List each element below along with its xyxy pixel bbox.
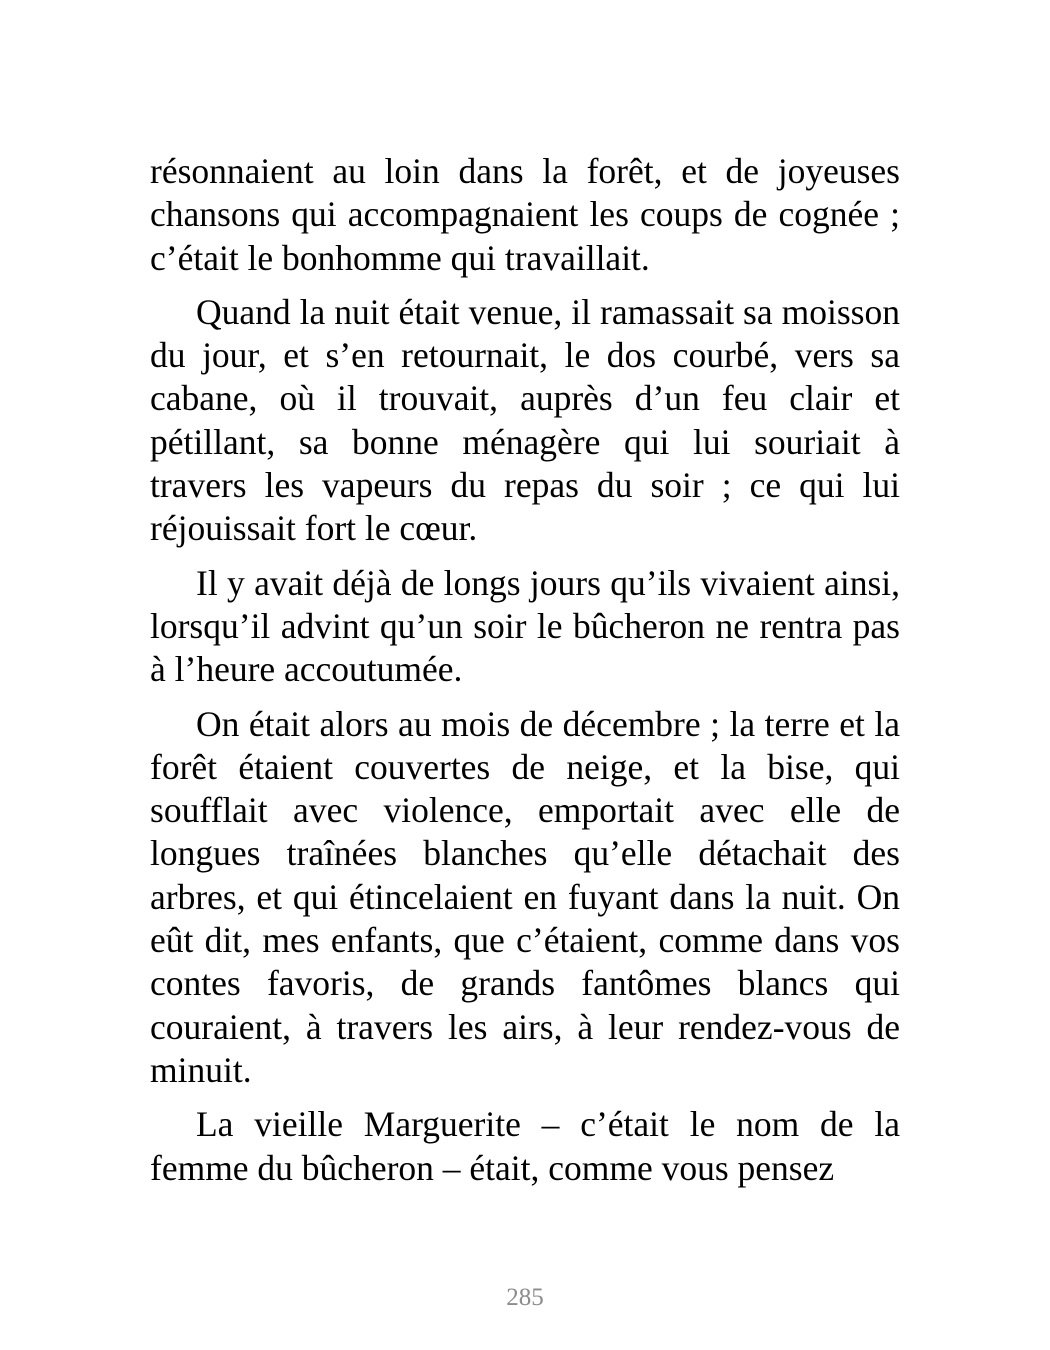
page-body [150, 150, 900, 1201]
paragraph: Il y avait déjà de longs jours qu’ils vivaient ainsi, lorsqu’il advint qu’un soir le bûcheron ne rentra pas à l’heure accoutumée. [150, 562, 900, 690]
paragraph-continuation: résonnaient au loin dans la forêt, et de joyeuses chansons qui accompagnaient les coups de cognée ; c’était le bonhomme qui travaillait. [150, 151, 900, 278]
paragraph: La vieille Marguerite – c’était le nom de la femme du bûcheron – était, comme vous pensez [150, 1104, 900, 1188]
paragraph: On était alors au mois de décembre ; la terre et la forêt étaient couvertes de neige, et la bise, qui soufflait avec violence, emportait avec elle de longues traînées blanches qu’elle détachait des arbres, et qui étincelaient en fuyant dans la nuit. On eût dit, mes enfants, que c’étaient, comme dans vos contes favoris, de grands fantômes blancs qui couraient, à travers les airs, à leur rendez-vous de minuit. [150, 703, 900, 1090]
paragraph: Quand la nuit était venue, il ramassait sa moisson du jour, et s’en retournait, le dos courbé, vers sa cabane, où il trouvait, auprès d’un feu clair et pétillant, sa bonne ménagère qui lui souriait à travers les vapeurs du repas du soir ; ce qui lui réjouissait fort le cœur. [150, 291, 900, 549]
page-number: 285 [506, 1284, 544, 1311]
